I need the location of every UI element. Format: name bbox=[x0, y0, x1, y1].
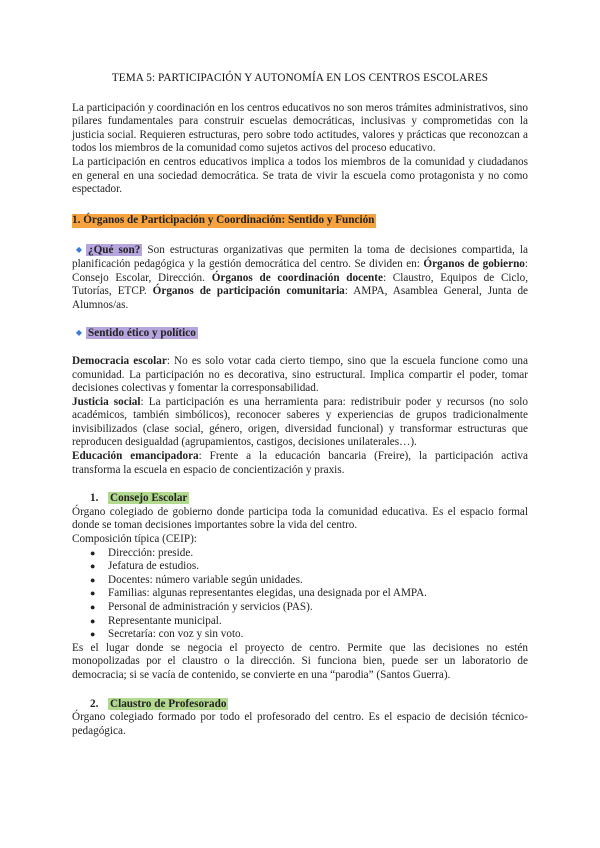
consejo-paragraph-2: Composición típica (CEIP): bbox=[72, 533, 197, 546]
democracia-term: Democracia escolar bbox=[72, 354, 167, 367]
democracia-paragraph bbox=[72, 355, 528, 396]
section-1-heading-row bbox=[72, 214, 528, 229]
intro-paragraph-1: La participación y coordinación en los centros educativos no son meros trámites administrativos, sino pilares fundamentales para construir escuelas democráticas, inclusivas y comprometidas con la justicia social. Requieren estructuras, pero sobre todo actitudes, valores y prácticas que reconozcan a todos los miembros de la comunidad como sujetos activos del proceso educativo. bbox=[72, 101, 528, 155]
list-item: ● Docentes: número variable según unidades. bbox=[72, 574, 528, 588]
consejo-paragraph-1: Órgano colegiado de gobierno donde participa toda la comunidad educativa. Es el espacio formal donde se toman decisiones importantes sobre la vida del centro. bbox=[72, 505, 528, 532]
emancipadora-paragraph bbox=[72, 450, 528, 477]
que-son-text-2: : Consejo Escolar, Dirección. bbox=[72, 257, 528, 284]
que-son-bold-1: Órganos de gobierno bbox=[423, 257, 525, 270]
consejo-composition-list bbox=[72, 547, 528, 642]
emancipadora-text: : Frente a la educación bancaria (Freire), la participación activa transforma la escuela en espacio de concientización y praxis. bbox=[72, 450, 528, 476]
list-item: ● Familias: algunas representantes elegidas, una designada por el AMPA. bbox=[72, 587, 528, 601]
section-1-heading: 1. Órganos de Participación y Coordinación: Sentido y Función bbox=[72, 214, 376, 229]
claustro-heading-row bbox=[72, 698, 528, 712]
que-son-label: ¿Qué son? bbox=[88, 244, 141, 257]
diamond-bullet-icon: ◆ bbox=[75, 245, 83, 255]
intro-paragraph-2: La participación en centros educativos implica a todos los miembros de la comunidad y ciudadanos en general en una sociedad democrática. Se trata de vivir la escuela como protagonista y no como espectador. bbox=[72, 155, 528, 196]
document-title: TEMA 5: PARTICIPACIÓN Y AUTONOMÍA EN LOS CENTROS ESCOLARES bbox=[111, 72, 489, 84]
justicia-term: Justicia social bbox=[72, 395, 141, 408]
list-item: ● Personal de administración y servicios (PAS). bbox=[72, 601, 528, 615]
document-page bbox=[72, 72, 528, 738]
que-son-paragraph bbox=[72, 243, 528, 312]
democracia-text: : No es solo votar cada cierto tiempo, sino que la escuela funcione como una comunidad. La participación no es decorativa, sino estructural. Implica compartir el poder, tomar decisiones colectivas y fomentar la corresponsabilidad. bbox=[72, 354, 528, 395]
emancipadora-term: Educación emancipadora bbox=[72, 450, 199, 463]
diamond-bullet-icon: ◆ bbox=[75, 328, 83, 338]
sentido-heading: Sentido ético y político bbox=[88, 327, 196, 340]
consejo-paragraph-3: Es el lugar donde se negocia el proyecto de centro. Permite que las decisiones no estén monopolizadas por el claustro o la dirección. Si funciona bien, puede ser un laboratorio de democracia; si se vacía de contenido, se convierte en una “parodia” (Santos Guerra). bbox=[72, 641, 528, 681]
que-son-bold-3: Órganos de participación comunitaria bbox=[152, 285, 345, 298]
que-son-text-4: : AMPA, Asamblea General, Junta de Alumnos/as. bbox=[72, 285, 529, 311]
sentido-heading-row bbox=[72, 326, 528, 341]
claustro-paragraph-1: Órgano colegiado formado por todo el profesorado del centro. Es el espacio de decisión técnico-pedagógica. bbox=[72, 711, 528, 737]
list-item: ● Jefatura de estudios. bbox=[72, 560, 528, 574]
claustro-number: 2. bbox=[90, 697, 99, 710]
consejo-heading: Consejo Escolar bbox=[110, 492, 188, 505]
claustro-heading: Claustro de Profesorado bbox=[110, 697, 227, 710]
consejo-heading-row bbox=[72, 492, 528, 506]
que-son-text-1: Son estructuras organizativas que permiten la toma de decisiones compartida, la planificación pedagógica y la gestión democrática del centro. Se dividen en: bbox=[72, 244, 528, 270]
consejo-number: 1. bbox=[90, 492, 99, 505]
que-son-text-3: : Claustro, Equipos de Ciclo, Tutorías, ETCP. bbox=[72, 271, 528, 298]
list-item: ● Dirección: preside. bbox=[72, 547, 528, 561]
que-son-bold-2: Órganos de coordinación docente bbox=[211, 271, 383, 284]
list-item: ● Representante municipal. bbox=[72, 615, 528, 629]
justicia-paragraph bbox=[72, 396, 528, 450]
justicia-text: : La participación es una herramienta para: redistribuir poder y recursos (no solo académicos, también simbólicos), reconocer saberes y experiencias de grupos tradicionalmente invisibilizados (clase social, género, origen, diversidad funcional) y transformar estructuras que reproducen desigualdad (agrupamientos, castigos, decisiones unilaterales…). bbox=[72, 395, 528, 449]
list-item: ● Secretaría: con voz y sin voto. bbox=[72, 628, 528, 642]
